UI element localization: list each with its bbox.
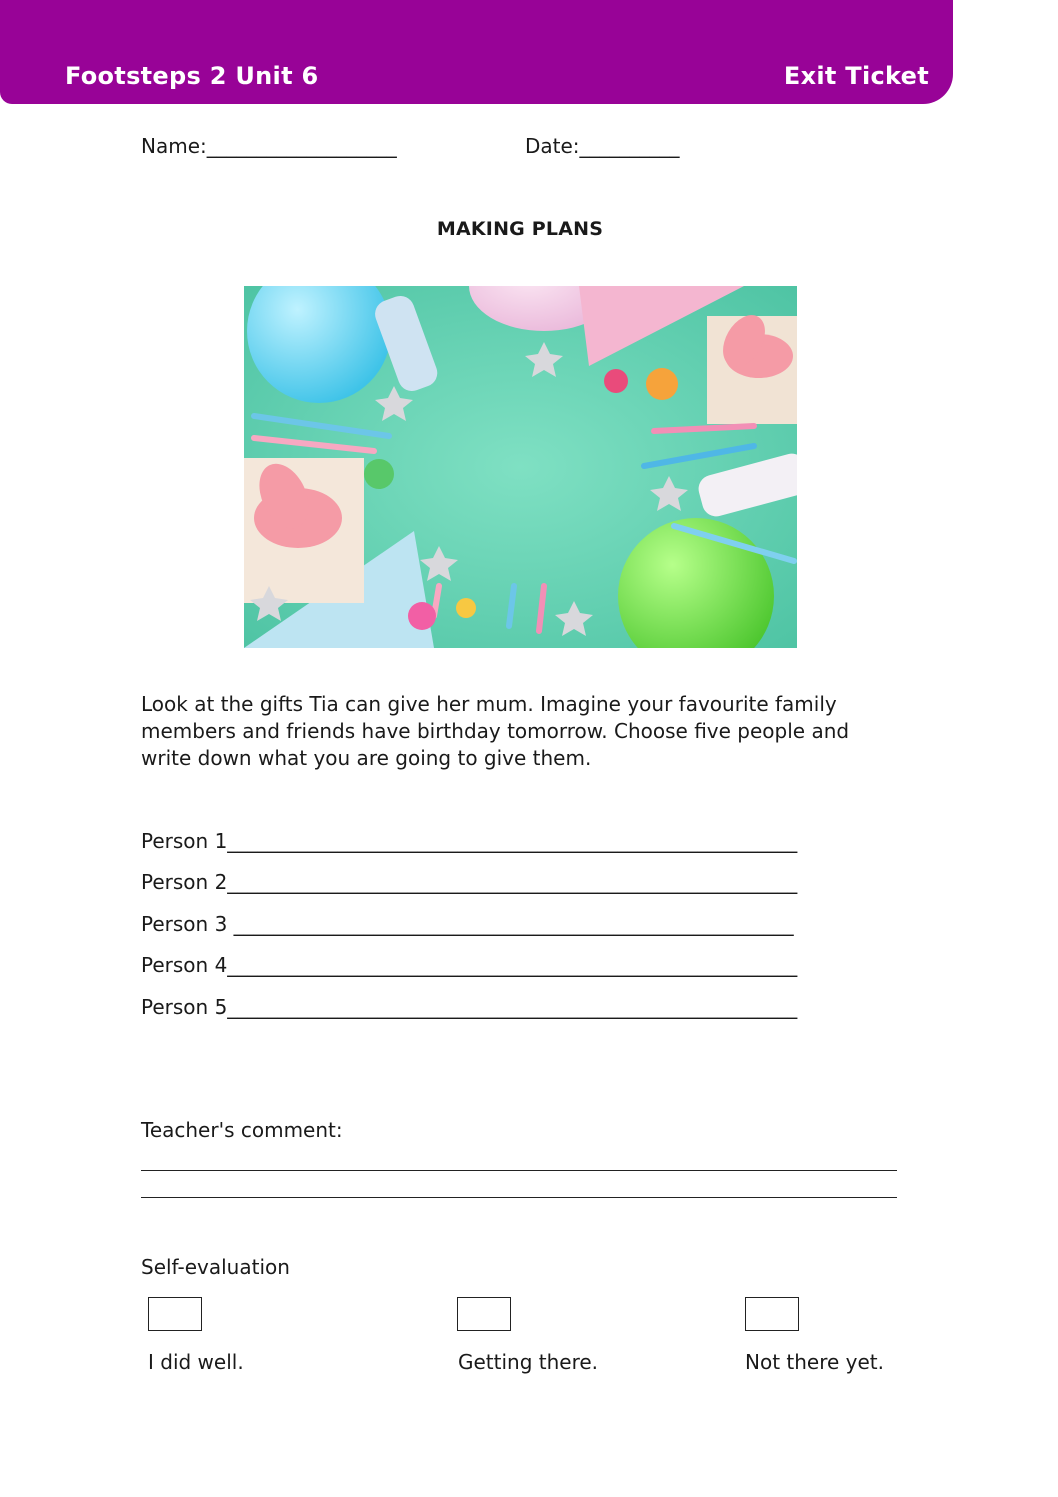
getting-there-checkbox[interactable]	[457, 1297, 511, 1331]
instructions-text: Look at the gifts Tia can give her mum. Imagine your favourite family members and friends have birthday tomorrow. Choose five people and write down what you are going to give them.	[141, 692, 850, 770]
person-1-line[interactable]: Person 1_________________________________________________________	[141, 829, 798, 853]
teacher-comment-label: Teacher's comment:	[141, 1118, 343, 1142]
person-5-line[interactable]: Person 5_________________________________________________________	[141, 995, 798, 1019]
exit-ticket-label: Exit Ticket	[783, 62, 929, 90]
page-title: MAKING PLANS	[436, 218, 604, 240]
not-there-yet-label: Not there yet.	[745, 1350, 885, 1374]
person-2-line[interactable]: Person 2_________________________________________________________	[141, 870, 798, 894]
header-banner	[0, 0, 953, 104]
person-3-line[interactable]: Person 3 ________________________________________________________	[141, 912, 794, 936]
getting-there-label: Getting there.	[458, 1350, 599, 1374]
teacher-comment-line-1[interactable]	[141, 1170, 897, 1171]
person-4-line[interactable]: Person 4_________________________________________________________	[141, 953, 798, 977]
teacher-comment-line-2[interactable]	[141, 1197, 897, 1198]
name-field[interactable]: Name:___________________	[141, 134, 397, 158]
did-well-label: I did well.	[148, 1350, 244, 1374]
did-well-checkbox[interactable]	[148, 1297, 202, 1331]
not-there-yet-checkbox[interactable]	[745, 1297, 799, 1331]
self-evaluation-label: Self-evaluation	[141, 1255, 290, 1279]
party-photo	[244, 286, 797, 648]
worksheet-title: Footsteps 2 Unit 6	[65, 62, 319, 90]
date-field[interactable]: Date:__________	[525, 134, 680, 158]
